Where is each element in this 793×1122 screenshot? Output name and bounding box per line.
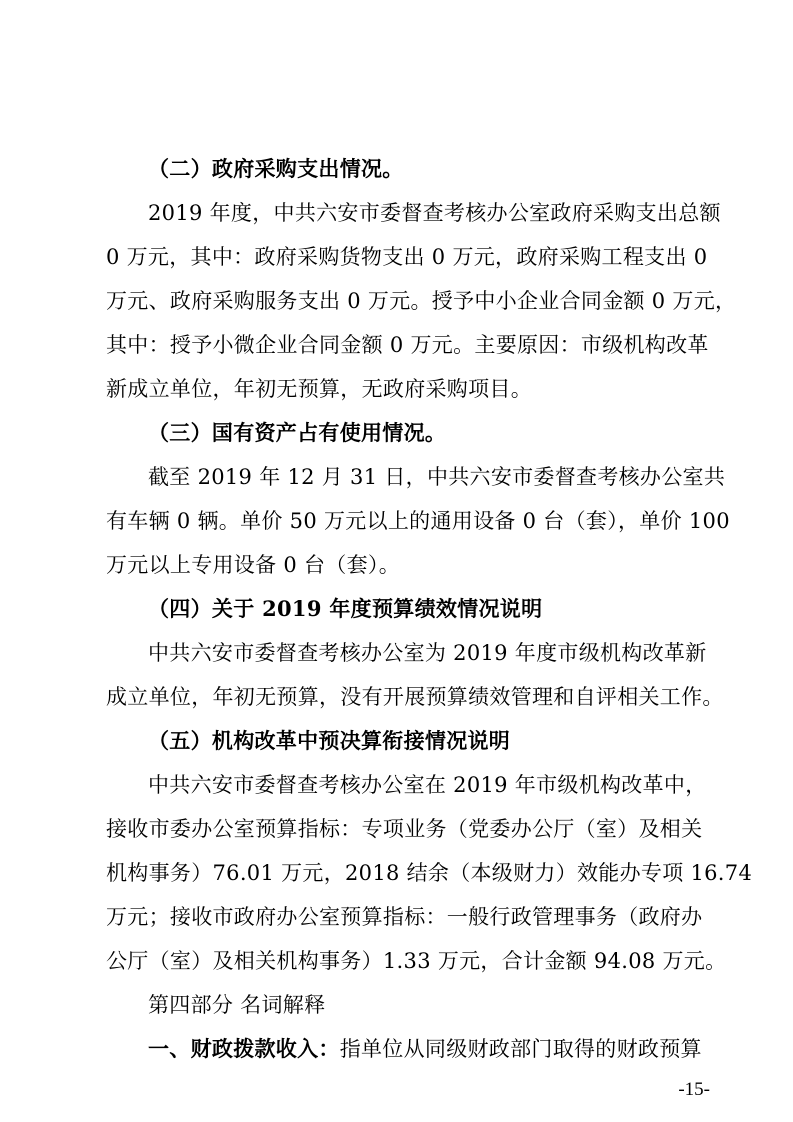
paragraph-line: 万元；接收市政府办公室预算指标：一般行政管理事务（政府办 <box>106 905 703 929</box>
paragraph-line: 0 万元，其中：政府采购货物支出 0 万元，政府采购工程支出 0 <box>106 245 708 269</box>
paragraph-line: 中共六安市委督查考核办公室为 2019 年度市级机构改革新 <box>148 641 707 665</box>
paragraph-line: 其中：授予小微企业合同金额 0 万元。主要原因：市级机构改革 <box>106 333 709 357</box>
section-heading-performance: （四）关于 2019 年度预算绩效情况说明 <box>148 596 543 621</box>
section-heading-reform: （五）机构改革中预决算衔接情况说明 <box>148 728 511 753</box>
section-heading-procurement: （二）政府采购支出情况。 <box>148 156 404 181</box>
paragraph-line: 机构事务）76.01 万元，2018 结余（本级财力）效能办专项 16.74 <box>106 861 753 885</box>
paragraph-line: 成立单位，年初无预算，没有开展预算绩效管理和自评相关工作。 <box>106 685 724 709</box>
paragraph-line: 新成立单位，年初无预算，无政府采购项目。 <box>106 377 532 401</box>
paragraph-line: 万元、政府采购服务支出 0 万元。授予中小企业合同金额 0 万元， <box>106 289 737 313</box>
part-four-title: 第四部分 名词解释 <box>148 993 326 1017</box>
paragraph-line: 接收市委办公室预算指标：专项业务（党委办公厅（室）及相关 <box>106 817 703 841</box>
term-one-text: 指单位从同级财政部门取得的财政预算 <box>339 1037 702 1061</box>
term-definition-line <box>148 1036 702 1062</box>
section-heading-assets: （三）国有资产占有使用情况。 <box>148 420 447 445</box>
page-number: -15- <box>678 1079 710 1100</box>
term-one-label: 一、财政拨款收入： <box>148 1036 340 1061</box>
paragraph-line: 万元以上专用设备 0 台（套）。 <box>106 553 401 577</box>
paragraph-line: 截至 2019 年 12 月 31 日，中共六安市委督查考核办公室共 <box>148 465 726 489</box>
paragraph-line: 2019 年度，中共六安市委督查考核办公室政府采购支出总额 <box>148 201 721 225</box>
paragraph-line: 中共六安市委督查考核办公室在 2019 年市级机构改革中， <box>148 773 707 797</box>
paragraph-line: 公厅（室）及相关机构事务）1.33 万元，合计金额 94.08 万元。 <box>106 949 727 973</box>
paragraph-line: 有车辆 0 辆。单价 50 万元以上的通用设备 0 台（套），单价 100 <box>106 509 730 533</box>
